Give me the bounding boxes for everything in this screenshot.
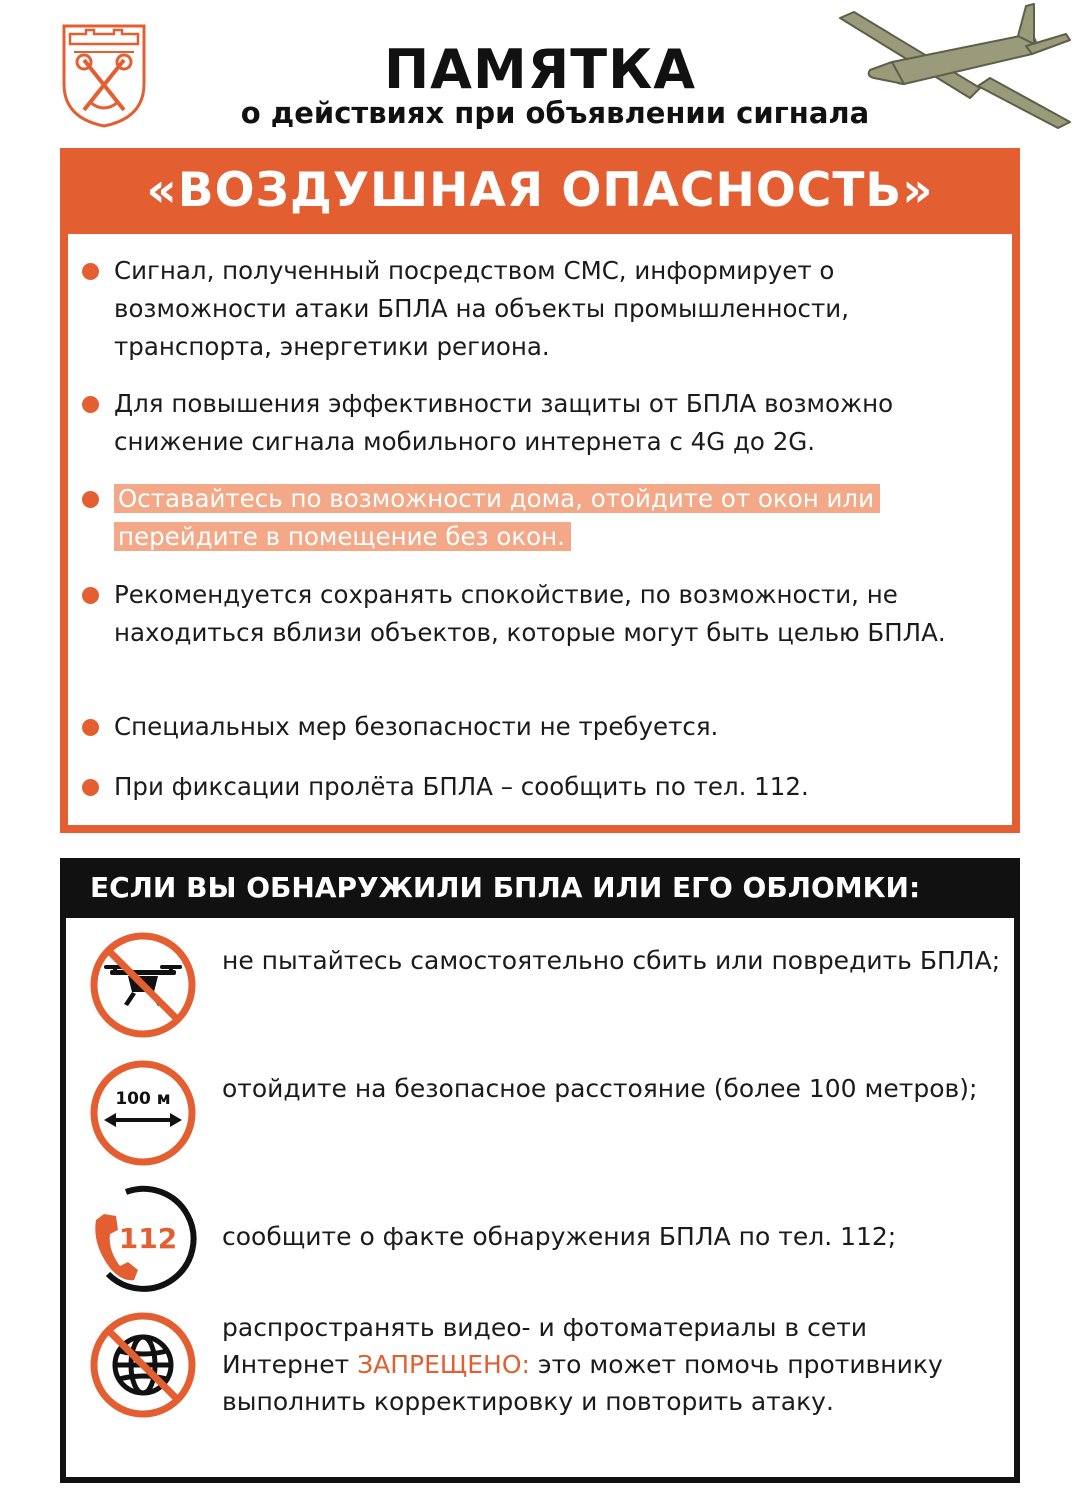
found-item-text: отойдите на безопасное расстояние (более 100 метров); <box>222 1074 978 1103</box>
bullet-dot-icon <box>82 587 99 604</box>
phone-number-label: 112 <box>118 1222 178 1255</box>
found-item-text-after: это может помочь противнику выполнить корректировку и повторить атаку. <box>222 1350 943 1416</box>
found-item-text: не пытайтесь самостоятельно сбить или повредить БПЛА; <box>222 946 1001 975</box>
bullet-text: Специальных мер безопасности не требуется. <box>114 712 719 741</box>
bullet-text: Оставайтесь по возможности дома, отойдите от окон или перейдите в помещение без окон. <box>114 484 880 551</box>
page-title: ПАМЯТКА <box>383 38 697 101</box>
found-item-text-before: распространять видео- и фотоматериалы в сети Интернет <box>222 1313 868 1379</box>
alert-bullet <box>82 708 1012 746</box>
alert-bullet-highlighted <box>82 480 1012 556</box>
bullet-text: Сигнал, полученный посредством СМС, информирует о возможности атаки БПЛА на объекты промышленности, транспорта, энергетики региона. <box>114 256 849 361</box>
alert-banner: «ВОЗДУШНАЯ ОПАСНОСТЬ» <box>60 148 1020 234</box>
distance-100m-icon <box>88 1058 198 1168</box>
bullet-dot-icon <box>82 719 99 736</box>
found-banner: ЕСЛИ ВЫ ОБНАРУЖИЛИ БПЛА ИЛИ ЕГО ОБЛОМКИ: <box>60 858 1020 918</box>
no-internet-icon <box>88 1310 198 1420</box>
phone-112-icon <box>88 1182 198 1292</box>
alert-bullet <box>82 385 1012 461</box>
drone-plane-icon <box>830 0 1080 150</box>
bullet-text: Для повышения эффективности защиты от БПЛА возможно снижение сигнала мобильного интернета с 4G до 2G. <box>114 389 894 456</box>
alert-bullet <box>82 252 1012 366</box>
distance-label: 100 м <box>115 1089 171 1109</box>
bullet-dot-icon <box>82 491 99 508</box>
bullet-dot-icon <box>82 396 99 413</box>
bullet-text: Рекомендуется сохранять спокойствие, по возможности, не находиться вблизи объектов, которые могут быть целью БПЛА. <box>114 580 946 647</box>
bullet-dot-icon <box>82 779 99 796</box>
found-item-text: сообщите о факте обнаружения БПЛА по тел. 112; <box>222 1222 897 1251</box>
found-item-text <box>222 1309 1002 1420</box>
no-drone-icon <box>88 930 198 1040</box>
alert-bullet <box>82 768 1012 806</box>
bullet-text: При фиксации пролёта БПЛА – сообщить по тел. 112. <box>114 772 809 801</box>
bullet-dot-icon <box>82 263 99 280</box>
alert-bullet <box>82 576 1012 652</box>
page-subtitle: о действиях при объявлении сигнала <box>240 96 870 130</box>
forbidden-label: ЗАПРЕЩЕНО: <box>357 1350 530 1379</box>
